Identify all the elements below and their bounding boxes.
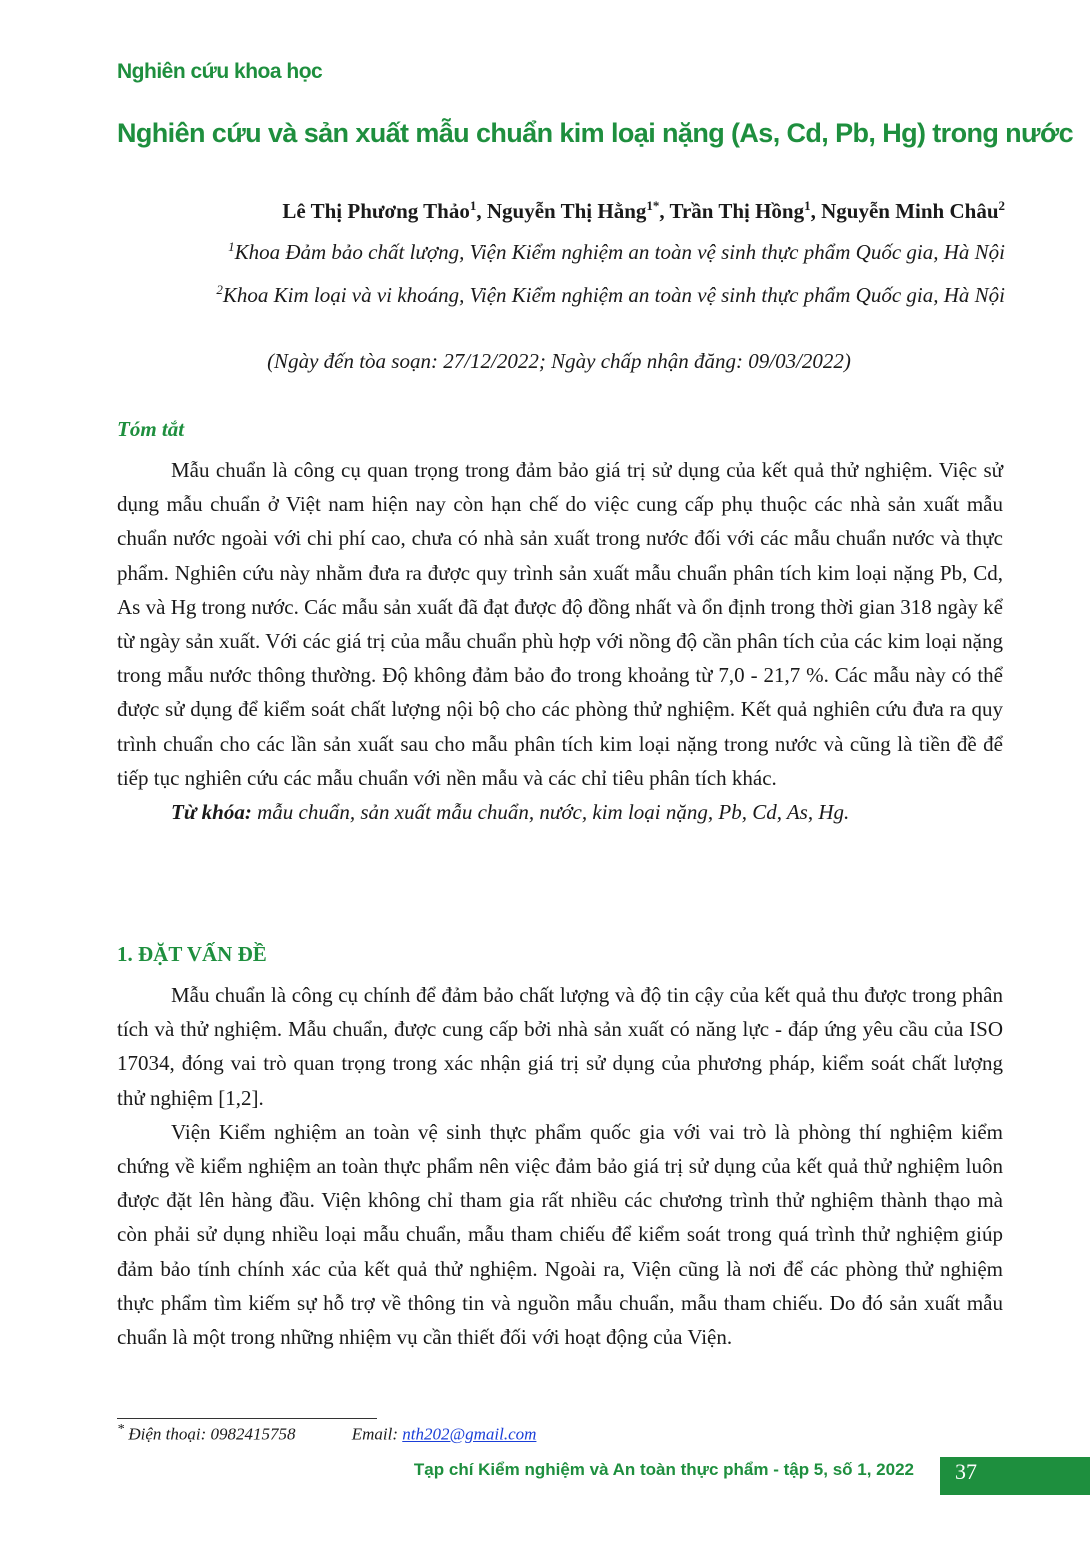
author-mark: 1	[469, 198, 477, 213]
section-label: Nghiên cứu khoa học	[117, 60, 323, 83]
affiliation-text: Khoa Kim loại và vi khoáng, Viện Kiểm nghiệm an toàn vệ sinh thực phẩm Quốc gia, Hà Nội	[222, 283, 1005, 307]
section-paragraph: Viện Kiểm nghiệm an toàn vệ sinh thực phẩm quốc gia với vai trò là phòng thí nghiệm kiểm chứng về kiểm nghiệm an toàn thực phẩm nên việc đảm bảo giá trị sử dụng của kết quả thử nghiệm luôn được đặt lên hàng đầu. Viện không chỉ tham gia rất nhiều các chương trình thử nghiệm thành thạo mà còn phải sử dụng nhiều loại mẫu chuẩn, mẫu tham chiếu để kiểm soát trong quá trình thử nghiệm giúp đảm bảo tính chính xác của kết quả thử nghiệm. Ngoài ra, Viện cũng là nơi để các phòng thử nghiệm thực phẩm tìm kiếm sự hỗ trợ về thông tin và nguồn mẫu chuẩn, mẫu tham chiếu. Do đó sản xuất mẫu chuẩn là một trong những nhiệm vụ cần thiết đối với hoạt động của Viện.	[117, 1119, 1003, 1350]
keywords-text: mẫu chuẩn, sản xuất mẫu chuẩn, nước, kim loại nặng, Pb, Cd, As, Hg.	[257, 800, 850, 825]
footnote-rule	[117, 1418, 377, 1419]
affiliation-mark: 1	[228, 239, 235, 254]
author-name: Trần Thị Hồng	[669, 199, 805, 223]
page-number: 37	[955, 1459, 977, 1484]
affiliation-mark: 2	[216, 282, 223, 297]
section-body	[117, 978, 1003, 1354]
journal-footer: Tạp chí Kiểm nghiệm và An toàn thực phẩm - tập 5, số 1, 2022	[413, 1460, 914, 1479]
author-name: Lê Thị Phương Thảo	[282, 199, 470, 223]
submission-dates: (Ngày đến tòa soạn: 27/12/2022; Ngày chấp nhận đăng: 09/03/2022)	[267, 349, 851, 373]
affiliation-1	[228, 240, 1005, 265]
footnote-mark: *	[117, 1421, 125, 1437]
footnote-email-label: Email:	[351, 1424, 399, 1444]
affiliation-2	[216, 283, 1005, 308]
footnote-phone: Điện thoại: 0982415758	[128, 1424, 296, 1444]
keywords-label: Từ khóa:	[171, 800, 252, 825]
author-mark: 2	[998, 198, 1005, 213]
author-list: Lê Thị Phương Thảo$^1$, Nguyễn Thị Hằng$^{1*}$, Trần Thị Hồng$^1$, Nguyễn Minh Châu$^2$	[282, 198, 1005, 223]
article-title: Nghiên cứu và sản xuất mẫu chuẩn kim loại nặng (As, Cd, Pb, Hg) trong nước	[117, 118, 1074, 148]
abstract-paragraph: Mẫu chuẩn là công cụ quan trọng trong đảm bảo giá trị sử dụng của kết quả thử nghiệm. Việc sử dụng mẫu chuẩn ở Việt nam hiện nay còn hạn chế do việc cung cấp phụ thuộc các nhà sản xuất mẫu chuẩn nước ngoài với chi phí cao, chưa có nhà sản xuất trong nước đối với các mẫu chuẩn nước và thực phẩm. Nghiên cứu này nhằm đưa ra được quy trình sản xuất mẫu chuẩn phân tích kim loại nặng Pb, Cd, As và Hg trong nước. Các mẫu sản xuất đã đạt được độ đồng nhất và ổn định trong thời gian 318 ngày kể từ ngày sản xuất. Với các giá trị của mẫu chuẩn phù hợp với nồng độ cần phân tích của các kim loại nặng trong mẫu nước thông thường. Độ không đảm bảo đo trong khoảng từ 7,0 - 21,7 %. Các mẫu này có thể được sử dụng để kiểm soát chất lượng nội bộ cho các phòng thử nghiệm. Kết quả nghiên cứu đưa ra quy trình chuẩn cho các lần sản xuất sau cho mẫu phân tích kim loại nặng trong nước và cũng là tiền đề để tiếp tục nghiên cứu các mẫu chuẩn với nền mẫu và các chỉ tiêu phân tích khác.	[117, 458, 1003, 790]
email-link[interactable]: nth202@gmail.com	[402, 1424, 537, 1444]
author-mark: 1	[804, 198, 811, 213]
author-mark: 1*	[646, 198, 660, 213]
keywords-line	[117, 795, 1003, 829]
section-paragraph: Mẫu chuẩn là công cụ chính để đảm bảo chất lượng và độ tin cậy của kết quả thu được trong phân tích và thử nghiệm. Mẫu chuẩn, được cung cấp bởi nhà sản xuất có năng lực - đáp ứng yêu cầu của ISO 17034, đóng vai trò quan trọng trong xác nhận giá trị sử dụng của phương pháp, kiểm soát chất lượng thử nghiệm [1,2].	[117, 983, 1003, 1110]
author-name: Nguyễn Minh Châu	[821, 199, 999, 223]
section-heading: 1. ĐẶT VẤN ĐỀ	[117, 942, 267, 966]
abstract-heading: Tóm tắt	[117, 417, 185, 441]
abstract-body	[117, 453, 1003, 829]
footnote	[117, 1421, 536, 1445]
author-name: Nguyễn Thị Hằng	[486, 199, 647, 223]
affiliation-text: Khoa Đảm bảo chất lượng, Viện Kiểm nghiệm an toàn vệ sinh thực phẩm Quốc gia, Hà Nội	[234, 240, 1005, 264]
